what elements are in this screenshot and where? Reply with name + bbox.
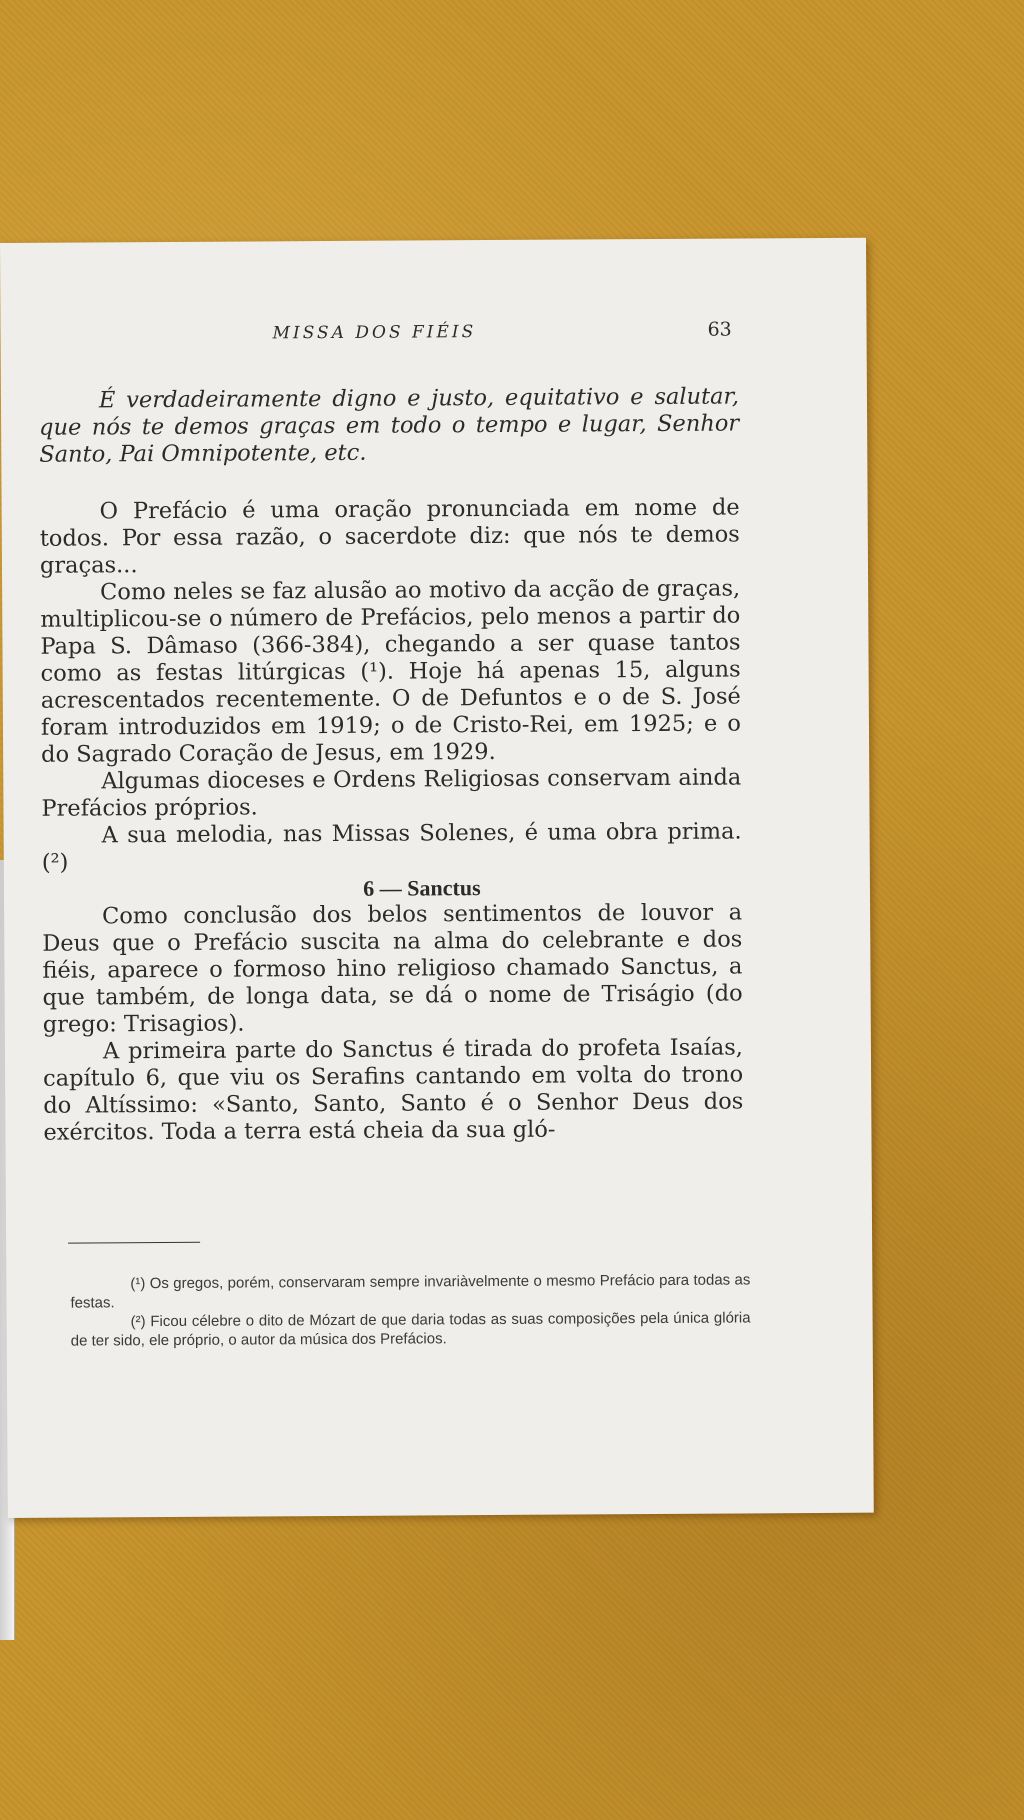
paragraph: A primeira parte do Sanctus é tirada do profeta Isaías, capítulo 6, que viu os Serafins cantando em volta do trono do Altíssimo: «Santo, Santo, Santo é o Senhor Deus dos exércitos. Toda a terra está cheia da sua gló- [43, 1034, 744, 1146]
paragraph: Como neles se faz alusão ao motivo da acção de graças, multiplicou-se o número de Prefácios, pelo menos a partir do Papa S. Dâmaso (366-384), chegando a ser quase tantos como as festas litúrgicas (¹). Hoje há apenas 15, alguns acrescentados recentemente. O de Defuntos e o de S. José foram introduzidos em 1919; o de Cristo-Rei, em 1925; e o do Sagrado Coração de Jesus, em 1929. [40, 575, 742, 768]
footnote: (¹) Os gregos, porém, conservaram sempre invariàvelmente o mesmo Prefácio para todas as festas. [70, 1271, 751, 1312]
paragraph: A sua melodia, nas Missas Solenes, é uma obra prima. (²) [41, 818, 742, 876]
preface-quote: É verdadeiramente digno e justo, equitativo e salutar, que nós te demos graças em todo o tempo e lugar, Senhor Santo, Pai Omnipotente, etc. [39, 383, 740, 468]
footnote: (²) Ficou célebre o dito de Mózart de que daria todas as suas composições pela única glória de ter sido, ele próprio, o autor da música dos Prefácios. [70, 1309, 751, 1350]
paragraph: O Prefácio é uma oração pronunciada em nome de todos. Por essa razão, o sacerdote diz: que nós te demos graças... [39, 494, 740, 579]
running-title: MISSA DOS FIÉIS [272, 322, 477, 344]
footnotes [70, 1270, 750, 1350]
paragraph: Algumas dioceses e Ordens Religiosas conservam ainda Prefácios próprios. [41, 764, 742, 822]
page-header [1, 320, 867, 355]
paragraph: Como conclusão dos belos sentimentos de louvor a Deus que o Prefácio suscita na alma do celebrante e dos fiéis, aparece o formoso hino religioso chamado Sanctus, a que também, de longa data, se dá o nome de Triságio (do grego: Trisagios). [42, 899, 743, 1038]
book-page [0, 238, 874, 1518]
page-body [39, 383, 744, 1146]
footnote-divider [68, 1242, 200, 1244]
page-number: 63 [707, 318, 732, 341]
section-heading: 6 — Sanctus [363, 875, 481, 901]
